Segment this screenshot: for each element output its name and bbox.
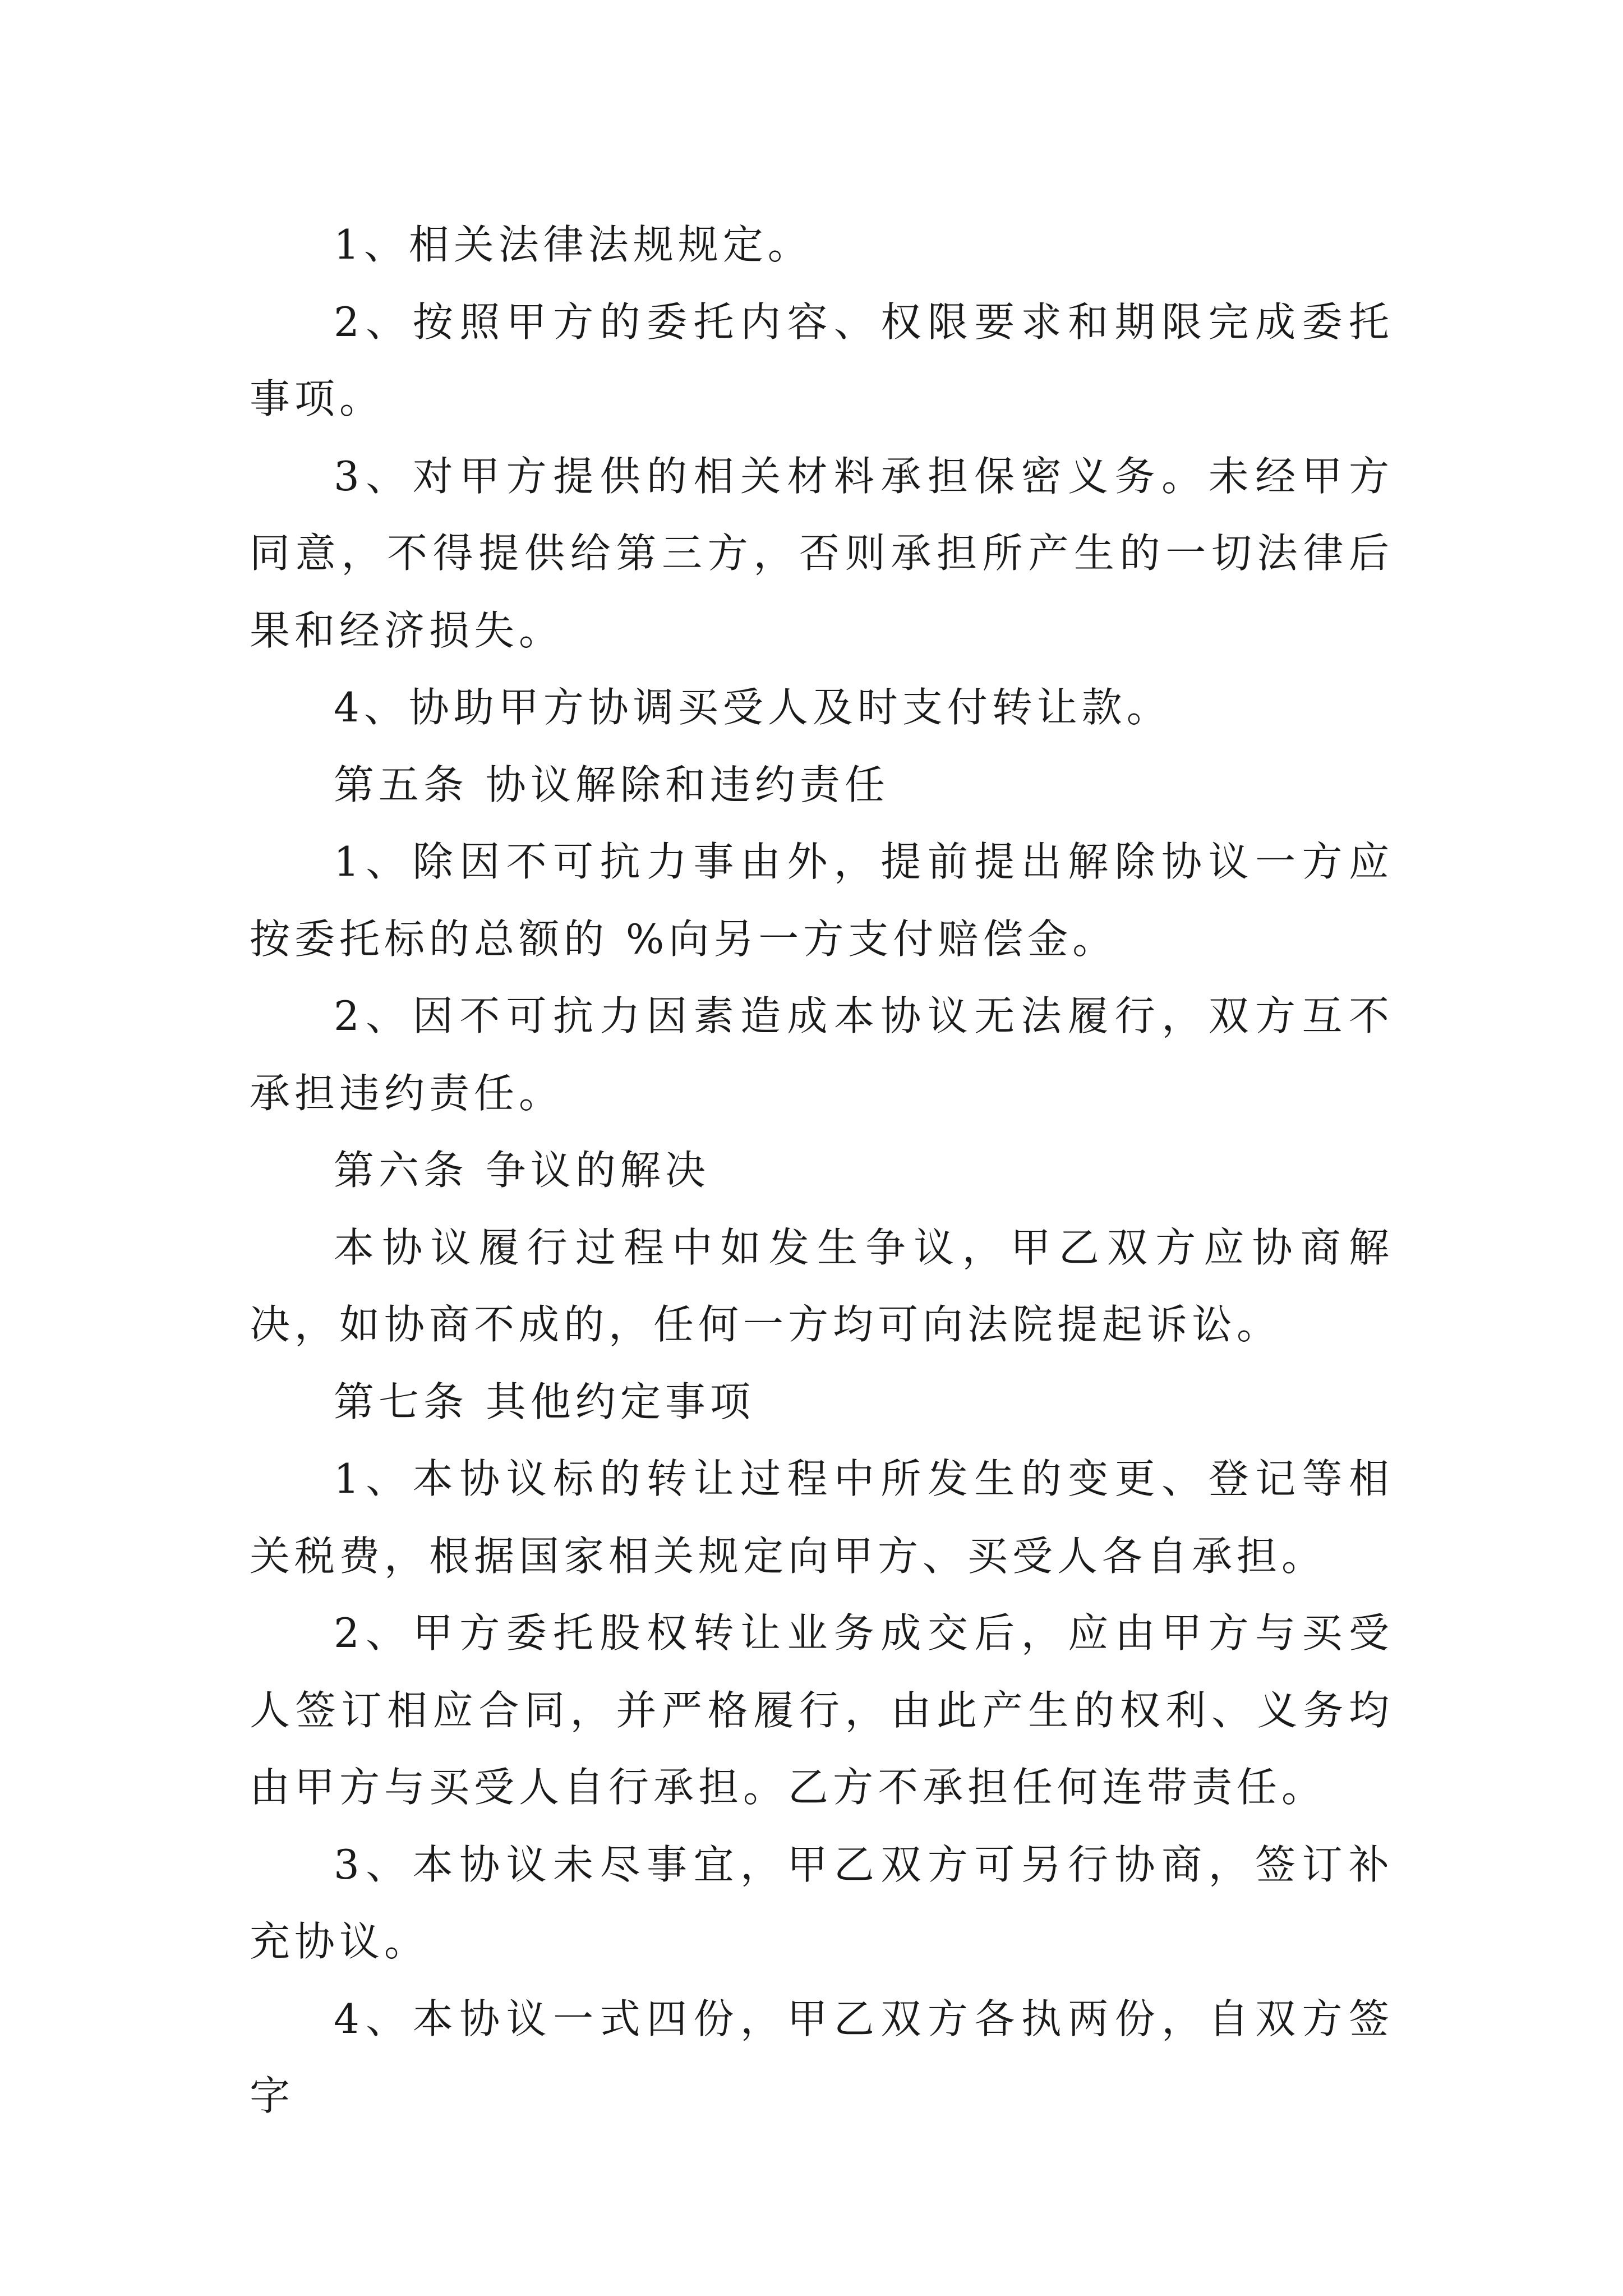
paragraph-item-1: 1、相关法律法规规定。	[334, 221, 813, 268]
paragraph-item-7-1: 1、本协议标的转让过程中所发生的变更、登记等相关税费，根据国家相关规定向甲方、买受人各自承担。	[250, 1455, 1394, 1580]
paragraph-item-3: 3、对甲方提供的相关材料承担保密义务。未经甲方同意，不得提供给第三方，否则承担所产生的一切法律后果和经济损失。	[250, 452, 1394, 654]
paragraph-item-7-4: 4、本协议一式四份，甲乙双方各执两份，自双方签字	[250, 1995, 1394, 2119]
paragraph-item-5-1: 1、除因不可抗力事由外，提前提出解除协议一方应按委托标的总额的 %向另一方支付赔偿金。	[250, 838, 1394, 963]
paragraph-dispute-resolution: 本协议履行过程中如发生争议，甲乙双方应协商解决，如协商不成的，任何一方均可向法院提起诉讼。	[250, 1223, 1394, 1348]
document-body	[250, 206, 1394, 2135]
paragraph-item-5-2: 2、因不可抗力因素造成本协议无法履行，双方互不承担违约责任。	[250, 992, 1394, 1117]
section-heading-article-5: 第五条 协议解除和违约责任	[334, 761, 889, 808]
section-heading-article-6: 第六条 争议的解决	[334, 1147, 710, 1194]
section-heading-article-7: 第七条 其他约定事项	[334, 1378, 755, 1425]
paragraph-item-2: 2、按照甲方的委托内容、权限要求和期限完成委托事项。	[250, 298, 1394, 422]
paragraph-item-7-3: 3、本协议未尽事宜，甲乙双方可另行协商，签订补充协议。	[250, 1841, 1394, 1965]
paragraph-item-4: 4、协助甲方协调买受人及时支付转让款。	[334, 684, 1172, 731]
paragraph-item-7-2: 2、甲方委托股权转让业务成交后，应由甲方与买受人签订相应合同，并严格履行，由此产生的权利、义务均由甲方与买受人自行承担。乙方不承担任何连带责任。	[250, 1609, 1394, 1811]
